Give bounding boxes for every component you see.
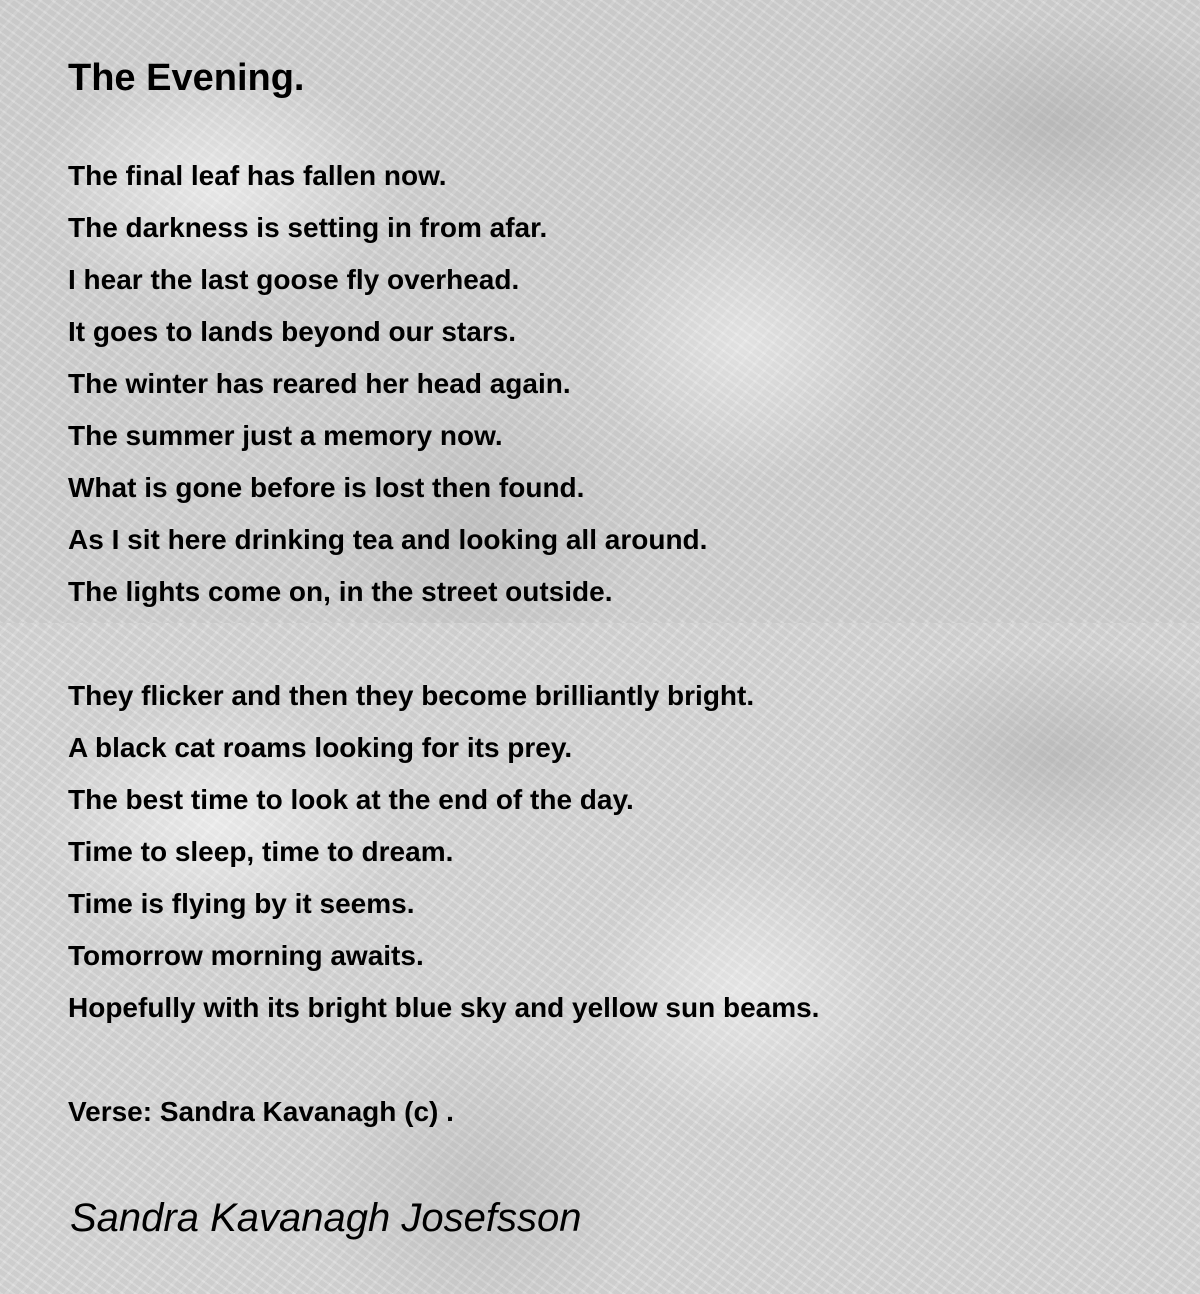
verse-credit: Verse: Sandra Kavanagh (c) . [68,1096,454,1127]
poem-line: As I sit here drinking tea and looking all around. [68,524,708,555]
poem-line: Hopefully with its bright blue sky and yellow sun beams. [68,992,820,1023]
poem-line: Time to sleep, time to dream. [68,836,454,867]
poem-line: The summer just a memory now. [68,420,503,451]
poem-line: What is gone before is lost then found. [68,472,585,503]
poem-line: The final leaf has fallen now. [68,160,447,191]
stanza-2 [68,670,819,1034]
poem-title: The Evening. [68,57,305,99]
poem-line: The darkness is setting in from afar. [68,212,548,243]
poem-line: I hear the last goose fly overhead. [68,264,520,295]
poem-line: The lights come on, in the street outside. [68,576,613,607]
poem-line: Tomorrow morning awaits. [68,940,424,971]
poem-line: The winter has reared her head again. [68,368,571,399]
poem-line: The best time to look at the end of the day. [68,784,634,815]
poem-line: It goes to lands beyond our stars. [68,316,517,347]
poem-line: A black cat roams looking for its prey. [68,732,573,763]
poem-line: They flicker and then they become brilliantly bright. [68,680,755,711]
poem-line: Time is flying by it seems. [68,888,415,919]
author-name: Sandra Kavanagh Josefsson [70,1196,582,1240]
stanza-1 [68,150,707,618]
